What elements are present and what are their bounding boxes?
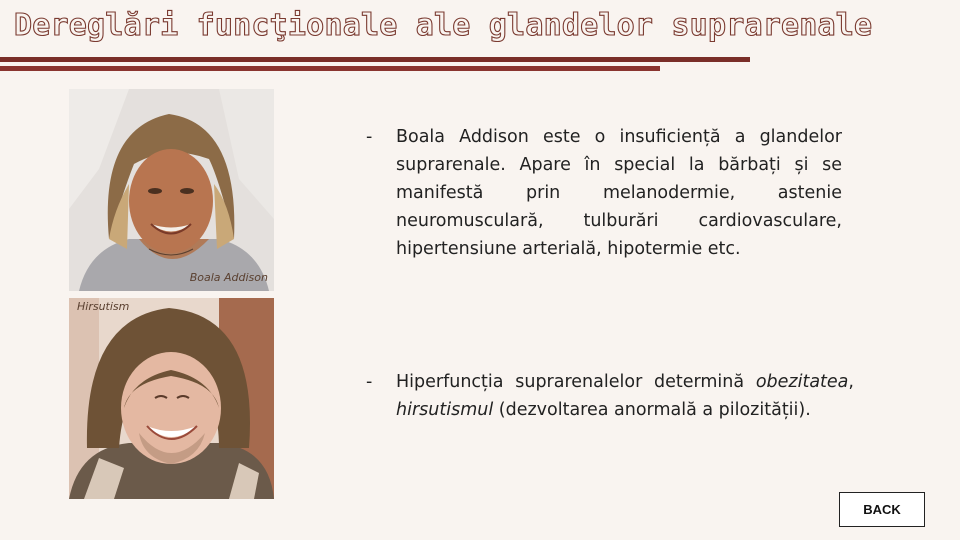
title-underline-top	[0, 57, 750, 62]
term-hirsutismul: hirsutismul	[396, 400, 494, 420]
bullet-dash: -	[366, 127, 373, 147]
bullet-hyperfunction-text-start: Hiperfuncția suprarenalelor determină	[396, 372, 756, 392]
hirsutism-photo	[69, 298, 274, 499]
hirsutism-portrait-image	[69, 298, 274, 499]
bullet-addison	[366, 123, 842, 263]
bullet-hyperfunction-separator: ,	[848, 372, 854, 392]
bullet-addison-text: Boala Addison este o insuficiență a glandelor suprarenale. Apare în special la bărbați și se manifestă prin melanodermie, astenie neuromusculară, tulburări cardiovasculare, hipertensiune arterială, hipotermie etc.	[396, 127, 842, 259]
title-underline-bottom	[0, 66, 660, 71]
addison-portrait-image	[69, 89, 274, 291]
addison-photo	[69, 89, 274, 291]
bullet-dash: -	[366, 372, 373, 392]
bullet-hyperfunction	[366, 368, 854, 424]
slide-title: Dereglări funcţionale ale glandelor suprarenale	[14, 8, 873, 43]
back-button[interactable]: BACK	[839, 492, 925, 527]
bullet-hyperfunction-text-end: (dezvoltarea anormală a pilozității).	[493, 400, 811, 420]
term-obezitatea: obezitatea	[755, 372, 849, 392]
bullet-hyperfunction-text	[396, 368, 854, 424]
addison-caption: Boala Addison	[189, 271, 268, 284]
hirsutism-caption: Hirsutism	[77, 300, 130, 313]
